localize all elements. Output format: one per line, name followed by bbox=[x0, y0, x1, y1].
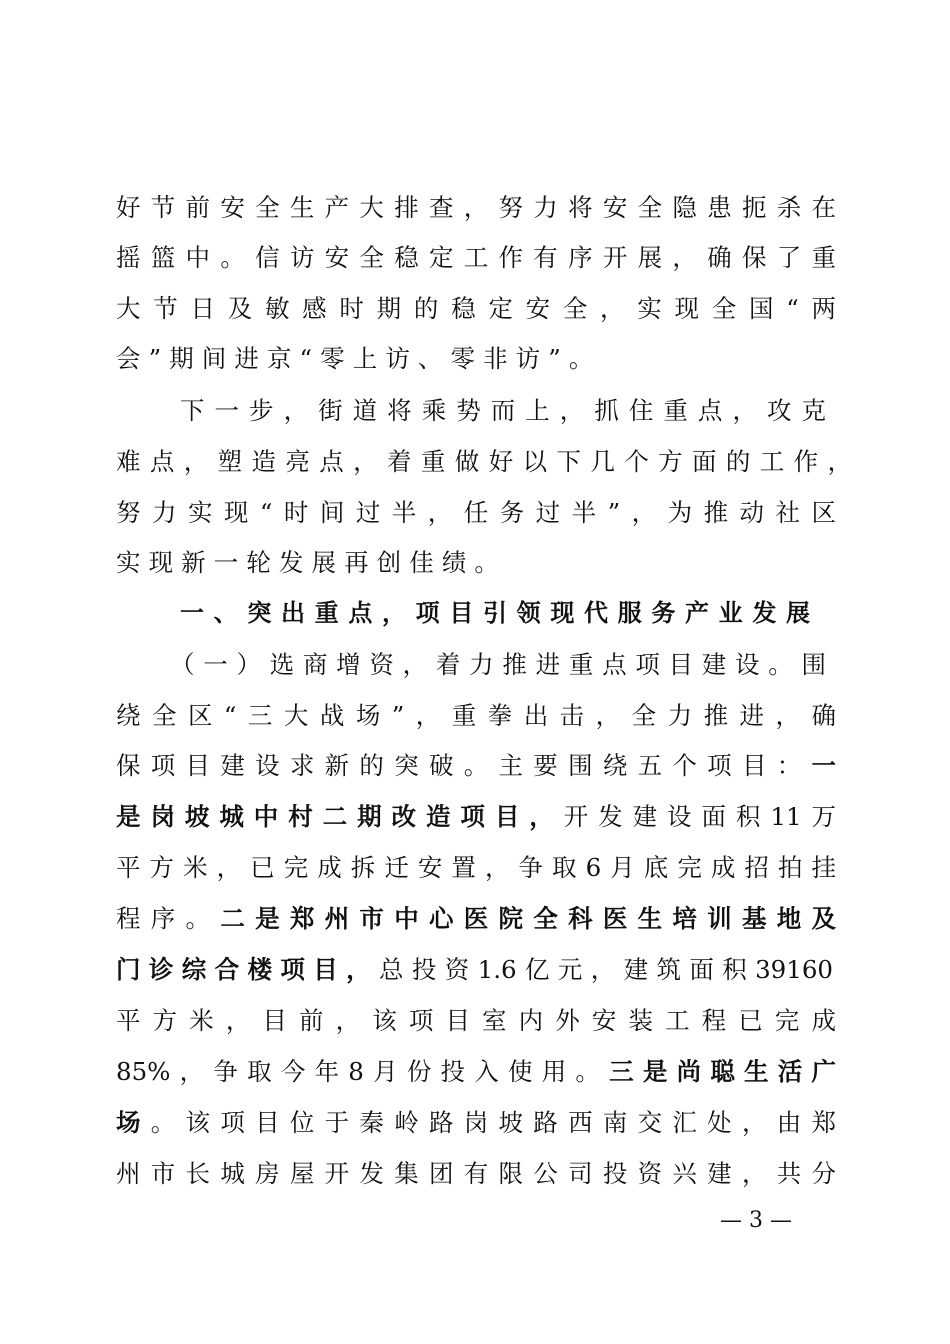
bold-text: 一 bbox=[811, 751, 836, 780]
line-text: 平方米，已完成拆迁安置，争取6月底完成招拍挂 bbox=[116, 853, 836, 882]
line-text: 保项目建设求新的突破。主要围绕五个项目： bbox=[116, 751, 812, 780]
line-text: 平方米，目前，该项目室内外安装工程已完成 bbox=[116, 1006, 836, 1035]
line-text: 开发建设面积11万 bbox=[563, 802, 836, 831]
body-line-8 bbox=[116, 548, 836, 578]
line-text: 好节前安全生产大排查，努力将安全隐患扼杀在 bbox=[116, 193, 836, 222]
line-text: 总投资1.6亿元，建筑面积39160 bbox=[379, 955, 834, 984]
line-text: 州市长城房屋开发集团有限公司投资兴建，共分 bbox=[116, 1159, 836, 1188]
line-text: 绕全区“三大战场”，重拳出击，全力推进，确 bbox=[116, 701, 836, 730]
body-line-20 bbox=[116, 1159, 836, 1189]
section-heading bbox=[180, 598, 810, 628]
body-line-4 bbox=[116, 344, 836, 374]
body-line-12 bbox=[116, 751, 836, 781]
heading-text: 一、突出重点，项目引领现代服务产业发展 bbox=[180, 599, 810, 627]
line-text: 大节日及敏感时期的稳定安全，实现全国“两 bbox=[116, 294, 836, 323]
body-line-16 bbox=[116, 955, 833, 985]
line-text: 实现新一轮发展再创佳绩。 bbox=[116, 548, 508, 577]
bold-text: 二是郑州市中心医院全科医生培训基地及 bbox=[220, 904, 837, 933]
bold-text: 是岗坡城中村二期改造项目， bbox=[116, 802, 564, 831]
body-line-6 bbox=[116, 447, 852, 477]
line-text: 85%，争取今年8月份投入使用。 bbox=[116, 1057, 610, 1086]
line-text: 努力实现“时间过半，任务过半”，为推动社区 bbox=[116, 498, 836, 527]
body-line-1 bbox=[116, 193, 836, 223]
bold-text: 场 bbox=[116, 1108, 151, 1137]
line-text: 难点，塑造亮点，着重做好以下几个方面的工作， bbox=[116, 447, 852, 476]
body-line-5 bbox=[180, 396, 826, 426]
page-number: — 3 — bbox=[720, 1208, 792, 1233]
body-line-11 bbox=[116, 701, 836, 731]
body-line-17 bbox=[116, 1006, 836, 1036]
line-text: 摇篮中。信访安全稳定工作有序开展，确保了重 bbox=[116, 243, 836, 272]
body-line-13 bbox=[116, 802, 836, 832]
bold-text: 三是尚聪生活广 bbox=[609, 1057, 837, 1086]
body-line-2 bbox=[116, 243, 836, 273]
body-line-15 bbox=[116, 904, 836, 934]
line-text: 会”期间进京“零上访、零非访”。 bbox=[116, 344, 602, 373]
body-line-3 bbox=[116, 294, 836, 324]
body-line-14 bbox=[116, 853, 836, 883]
body-line-7 bbox=[116, 498, 836, 528]
line-text: 。该项目位于秦岭路岗坡路西南交汇处，由郑 bbox=[150, 1108, 837, 1137]
body-line-10 bbox=[170, 650, 826, 680]
line-text: 程序。 bbox=[116, 904, 221, 933]
bold-text: 门诊综合楼项目， bbox=[116, 955, 379, 984]
line-text: （一）选商增资，着力推进重点项目建设。围 bbox=[170, 650, 826, 679]
body-line-18 bbox=[116, 1057, 836, 1087]
line-text: 下一步，街道将乘势而上，抓住重点，攻克 bbox=[180, 396, 826, 425]
body-line-19 bbox=[116, 1108, 836, 1138]
